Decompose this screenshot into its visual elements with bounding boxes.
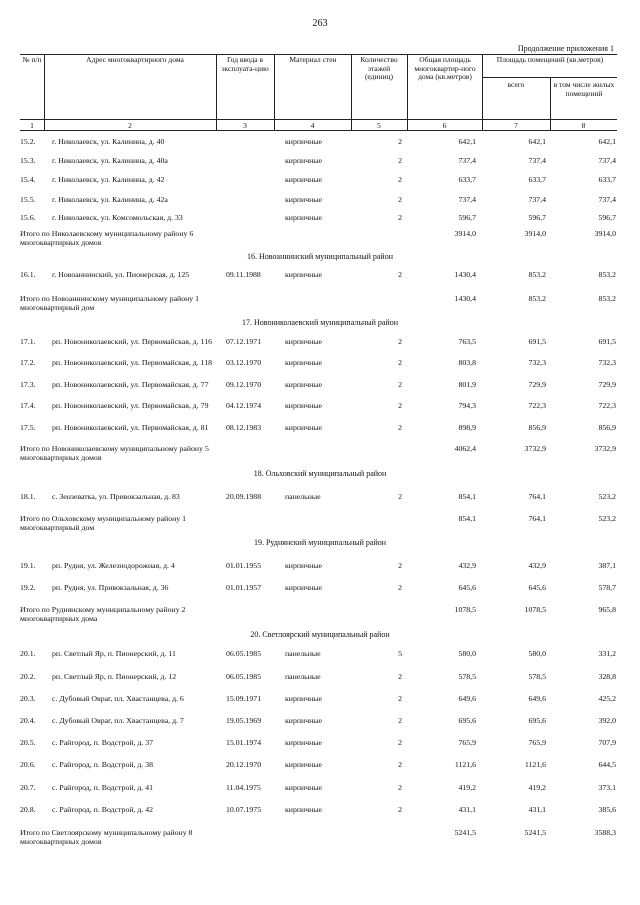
- row-living-area: 523,2: [598, 492, 616, 501]
- row-address: с. Райгород, п. Водстрой, д. 41: [52, 783, 154, 792]
- row-number: 17.5.: [20, 423, 36, 432]
- row-living-area: 3914,0: [594, 229, 616, 238]
- row-living-area: 385,6: [598, 805, 616, 814]
- row-total-area: 4062,4: [454, 444, 476, 453]
- row-living-area: 523,2: [598, 514, 616, 523]
- col-number: 4: [310, 121, 315, 130]
- row-premises-area: 419,2: [528, 783, 546, 792]
- row-total-area: 1430,4: [454, 270, 476, 279]
- col-total-area-header: Общая площадь многоквартир-ного дома (кв.метров): [414, 55, 476, 81]
- row-year: 11.04.1975: [226, 783, 261, 792]
- row-year: 06.05.1985: [226, 649, 262, 658]
- row-number: 19.2.: [20, 583, 36, 592]
- row-material: кирпичные: [285, 760, 322, 769]
- row-premises-area: 764,1: [528, 514, 546, 523]
- row-floors: 2: [398, 694, 402, 703]
- row-material: панельные: [285, 672, 321, 681]
- row-total-area: 801,9: [458, 380, 476, 389]
- row-premises-area: 596,7: [528, 213, 546, 222]
- row-address: с. Дубовый Овраг, пл. Хвастанцева, д. 6: [52, 694, 184, 703]
- row-floors: 2: [398, 337, 402, 346]
- row-material: кирпичные: [285, 694, 322, 703]
- row-premises-area: 578,5: [528, 672, 546, 681]
- table-header: [20, 54, 617, 130]
- row-living-area: 737,4: [598, 156, 616, 165]
- row-premises-area: 633,7: [528, 175, 546, 184]
- row-floors: 2: [398, 137, 402, 146]
- row-living-area: 3732,9: [594, 444, 616, 453]
- row-number: 17.2.: [20, 358, 36, 367]
- row-material: кирпичные: [285, 270, 322, 279]
- row-total-area: 854,1: [458, 514, 476, 523]
- total-label: Итого по Новониколаевскому муниципальному району 5 многоквартирных домов: [20, 444, 209, 462]
- row-total-area: 578,5: [458, 672, 476, 681]
- row-floors: 2: [398, 583, 402, 592]
- row-total-area: 1121,6: [454, 760, 476, 769]
- row-floors: 2: [398, 175, 402, 184]
- col-address-header: Адрес многоквартирного дома: [86, 55, 184, 64]
- col-number: 5: [377, 121, 381, 130]
- col-all-header: всего: [507, 80, 525, 89]
- row-year: 09.11.1988: [226, 270, 261, 279]
- row-number: 20.2.: [20, 672, 36, 681]
- row-living-area: 392,0: [598, 716, 616, 725]
- row-living-area: 729,9: [598, 380, 616, 389]
- row-premises-area: 856,9: [528, 423, 546, 432]
- row-premises-area: 649,6: [528, 694, 546, 703]
- row-total-area: 633,7: [458, 175, 476, 184]
- row-living-area: 691,5: [598, 337, 616, 346]
- row-total-area: 794,3: [458, 401, 476, 410]
- row-number: 20.3.: [20, 694, 36, 703]
- col-number: 2: [128, 121, 132, 130]
- col-year-header: Год ввода в эксплуата-цию: [221, 55, 269, 73]
- header-num-rule: [20, 119, 617, 120]
- header-divider: [274, 54, 275, 130]
- row-premises-area: 642,1: [528, 137, 546, 146]
- row-year: 07.12.1971: [226, 337, 262, 346]
- row-living-area: 578,7: [598, 583, 616, 592]
- col-number: 1: [30, 121, 34, 130]
- row-address: г. Николаевск, ул. Калинина, д. 42: [52, 175, 165, 184]
- row-total-area: 854,1: [458, 492, 476, 501]
- row-floors: 2: [398, 561, 402, 570]
- section-title: 20. Светлоярский муниципальный район: [250, 630, 390, 639]
- col-number: 3: [243, 121, 247, 130]
- total-label: Итого по Николаевскому муниципальному району 6 многоквартирных домов: [20, 229, 194, 247]
- row-premises-area: 737,4: [528, 156, 546, 165]
- row-living-area: 853,2: [598, 270, 616, 279]
- row-total-area: 763,5: [458, 337, 476, 346]
- row-premises-area: 3914,0: [524, 229, 546, 238]
- header-divider: [216, 54, 217, 130]
- row-premises-area: 765,9: [528, 738, 546, 747]
- row-address: рп. Новониколаевский, ул. Первомайская, д. 116: [52, 337, 213, 346]
- col-number: 7: [514, 121, 518, 130]
- row-year: 04.12.1974: [226, 401, 262, 410]
- row-address: рп. Светлый Яр, п. Пионерский, д. 12: [52, 672, 177, 681]
- row-living-area: 965,8: [598, 605, 616, 614]
- row-floors: 2: [398, 380, 402, 389]
- row-address: с. Зензеватка, ул. Привокзальная, д. 83: [52, 492, 180, 501]
- row-total-area: 1078,5: [454, 605, 476, 614]
- row-living-area: 331,2: [598, 649, 616, 658]
- row-address: рп. Новониколаевский, ул. Первомайская, д. 79: [52, 401, 209, 410]
- row-living-area: 3588,3: [594, 828, 616, 837]
- row-address: г. Николаевск, ул. Калинина, д. 40: [52, 137, 165, 146]
- row-material: кирпичные: [285, 175, 322, 184]
- row-premises-area: 1121,6: [524, 760, 546, 769]
- row-floors: 2: [398, 805, 402, 814]
- row-total-area: 737,4: [458, 195, 476, 204]
- row-address: с. Райгород, п. Водстрой, д. 37: [52, 738, 154, 747]
- row-address: рп. Новониколаевский, ул. Первомайская, д. 81: [52, 423, 209, 432]
- total-label: Итого по Руднянскому муниципальному району 2 многоквартирных дома: [20, 605, 186, 623]
- row-floors: 2: [398, 401, 402, 410]
- row-floors: 2: [398, 358, 402, 367]
- row-living-area: 596,7: [598, 213, 616, 222]
- row-year: 01.01.1957: [226, 583, 262, 592]
- row-number: 15.6.: [20, 213, 36, 222]
- row-address: с. Дубовый Овраг, пл. Хвастанцева, д. 7: [52, 716, 184, 725]
- row-floors: 2: [398, 423, 402, 432]
- row-total-area: 419,2: [458, 783, 476, 792]
- row-floors: 2: [398, 270, 402, 279]
- row-total-area: 695,6: [458, 716, 476, 725]
- row-year: 15.09.1971: [226, 694, 262, 703]
- row-number: 19.1.: [20, 561, 36, 570]
- row-address: рп. Рудня, ул. Железнодорожная, д. 4: [52, 561, 175, 570]
- row-material: панельные: [285, 649, 321, 658]
- row-total-area: 649,6: [458, 694, 476, 703]
- row-floors: 2: [398, 195, 402, 204]
- row-number: 15.4.: [20, 175, 36, 184]
- row-year: 03.12.1970: [226, 358, 262, 367]
- row-total-area: 642,1: [458, 137, 476, 146]
- row-premises-area: 732,3: [528, 358, 546, 367]
- row-material: кирпичные: [285, 401, 322, 410]
- row-floors: 2: [398, 783, 402, 792]
- row-number: 15.2.: [20, 137, 36, 146]
- row-number: 20.5.: [20, 738, 36, 747]
- row-material: кирпичные: [285, 213, 322, 222]
- row-floors: 2: [398, 738, 402, 747]
- row-living-area: 373,1: [598, 783, 616, 792]
- row-floors: 2: [398, 760, 402, 769]
- row-floors: 2: [398, 672, 402, 681]
- row-living-area: 722,3: [598, 401, 616, 410]
- row-living-area: 328,8: [598, 672, 616, 681]
- row-floors: 2: [398, 213, 402, 222]
- row-premises-area: 737,4: [528, 195, 546, 204]
- row-number: 20.8.: [20, 805, 36, 814]
- row-premises-area: 853,2: [528, 270, 546, 279]
- row-total-area: 737,4: [458, 156, 476, 165]
- row-premises-area: 764,1: [528, 492, 546, 501]
- section-title: 17. Новониколаевский муниципальный район: [241, 318, 399, 327]
- row-address: г. Николаевск, ул. Калинина, д. 42а: [52, 195, 168, 204]
- row-material: кирпичные: [285, 380, 322, 389]
- row-living-area: 644,5: [598, 760, 616, 769]
- row-total-area: 431,1: [458, 805, 476, 814]
- row-total-area: 5241,5: [454, 828, 476, 837]
- row-address: рп. Новониколаевский, ул. Первомайская, д. 118: [52, 358, 213, 367]
- row-number: 16.1.: [20, 270, 36, 279]
- row-year: 15.01.1974: [226, 738, 262, 747]
- row-address: рп. Рудня, ул. Привокзальная, д. 36: [52, 583, 169, 592]
- row-premises-area: 432,9: [528, 561, 546, 570]
- section-title: 16. Новоаннинский муниципальный район: [247, 252, 393, 261]
- row-year: 09.12.1970: [226, 380, 262, 389]
- row-premises-area: 431,1: [528, 805, 546, 814]
- total-label: Итого по Ольховскому муниципальному району 1 многоквартирный дом: [20, 514, 187, 532]
- row-living-area: 633,7: [598, 175, 616, 184]
- col-living-header: в том числе жилых помещений: [553, 80, 615, 98]
- row-material: кирпичные: [285, 805, 322, 814]
- row-year: 10.07.1975: [226, 805, 262, 814]
- header-divider: [351, 54, 352, 130]
- row-living-area: 707,9: [598, 738, 616, 747]
- row-living-area: 387,1: [598, 561, 616, 570]
- total-label: Итого по Новоаннинскому муниципальному району 1 многоквартирный дом: [20, 294, 200, 312]
- row-living-area: 732,3: [598, 358, 616, 367]
- row-living-area: 853,2: [598, 294, 616, 303]
- row-floors: 2: [398, 716, 402, 725]
- row-premises-area: 3732,9: [524, 444, 546, 453]
- row-material: кирпичные: [285, 738, 322, 747]
- row-total-area: 3914,0: [454, 229, 476, 238]
- row-address: г. Новоаннинский, ул. Пионерская, д. 125: [52, 270, 190, 279]
- row-year: 01.01.1955: [226, 561, 262, 570]
- row-address: рп. Светлый Яр, п. Пионерский, д. 11: [52, 649, 176, 658]
- section-title: 18. Ольховский муниципальный район: [253, 469, 387, 478]
- col-premises-area-header: Площадь помещений (кв.метров): [496, 55, 604, 64]
- row-total-area: 645,6: [458, 583, 476, 592]
- row-premises-area: 580,0: [528, 649, 546, 658]
- row-floors: 5: [398, 649, 402, 658]
- row-total-area: 596,7: [458, 213, 476, 222]
- row-premises-area: 1078,5: [524, 605, 546, 614]
- row-number: 17.1.: [20, 337, 36, 346]
- row-premises-area: 722,3: [528, 401, 546, 410]
- row-address: г. Николаевск, ул. Комсомольская, д. 33: [52, 213, 183, 222]
- row-material: кирпичные: [285, 337, 322, 346]
- row-material: кирпичные: [285, 156, 322, 165]
- row-premises-area: 853,2: [528, 294, 546, 303]
- col-num-header: № п/п: [22, 55, 42, 64]
- row-number: 18.1.: [20, 492, 36, 501]
- row-address: с. Райгород, п. Водстрой, д. 42: [52, 805, 154, 814]
- row-premises-area: 729,9: [528, 380, 546, 389]
- row-material: кирпичные: [285, 137, 322, 146]
- row-year: 06.05.1985: [226, 672, 262, 681]
- row-living-area: 425,2: [598, 694, 616, 703]
- row-floors: 2: [398, 492, 402, 501]
- continuation-note: Продолжение приложения 1: [517, 44, 614, 53]
- col-number: 8: [581, 121, 586, 130]
- col-material-header: Материал стен: [289, 55, 337, 64]
- page-number: 263: [312, 18, 328, 29]
- row-year: 19.05.1969: [226, 716, 262, 725]
- row-total-area: 432,9: [458, 561, 476, 570]
- row-address: рп. Новониколаевский, ул. Первомайская, д. 77: [52, 380, 209, 389]
- row-material: кирпичные: [285, 583, 322, 592]
- row-number: 17.3.: [20, 380, 36, 389]
- row-number: 20.1.: [20, 649, 36, 658]
- row-premises-area: 5241,5: [524, 828, 546, 837]
- row-number: 20.7.: [20, 783, 36, 792]
- section-title: 19. Руднянский муниципальный район: [253, 538, 387, 547]
- row-floors: 2: [398, 156, 402, 165]
- row-material: кирпичные: [285, 358, 322, 367]
- row-total-area: 1430,4: [454, 294, 476, 303]
- row-year: 08.12.1983: [226, 423, 262, 432]
- row-number: 15.3.: [20, 156, 36, 165]
- row-number: 15.5.: [20, 195, 36, 204]
- row-material: кирпичные: [285, 195, 322, 204]
- row-material: кирпичные: [285, 716, 322, 725]
- col-number: 6: [442, 121, 447, 130]
- row-number: 20.4.: [20, 716, 36, 725]
- header-divider: [407, 54, 408, 130]
- row-living-area: 642,1: [598, 137, 616, 146]
- row-material: кирпичные: [285, 561, 322, 570]
- row-material: кирпичные: [285, 783, 322, 792]
- row-living-area: 856,9: [598, 423, 616, 432]
- row-address: с. Райгород, п. Водстрой, д. 38: [52, 760, 154, 769]
- row-material: панельные: [285, 492, 321, 501]
- row-number: 20.6.: [20, 760, 36, 769]
- header-bottom-rule: [20, 130, 617, 131]
- col-floors-header: Количество этажей (единиц): [360, 55, 398, 81]
- row-number: 17.4.: [20, 401, 36, 410]
- header-divider: [482, 54, 483, 130]
- row-premises-area: 645,6: [528, 583, 546, 592]
- row-total-area: 803,8: [458, 358, 476, 367]
- total-label: Итого по Светлоярскому муниципальному району 8 многоквартирных домов: [20, 828, 193, 846]
- row-premises-area: 695,6: [528, 716, 546, 725]
- row-total-area: 765,9: [458, 738, 476, 747]
- row-total-area: 898,9: [458, 423, 476, 432]
- row-year: 20.09.1988: [226, 492, 262, 501]
- row-living-area: 737,4: [598, 195, 616, 204]
- row-premises-area: 691,5: [528, 337, 546, 346]
- row-material: кирпичные: [285, 423, 322, 432]
- row-total-area: 580,0: [458, 649, 476, 658]
- row-year: 20.12.1970: [226, 760, 262, 769]
- row-address: г. Николаевск, ул. Калинина, д. 40а: [52, 156, 168, 165]
- header-divider: [44, 54, 45, 130]
